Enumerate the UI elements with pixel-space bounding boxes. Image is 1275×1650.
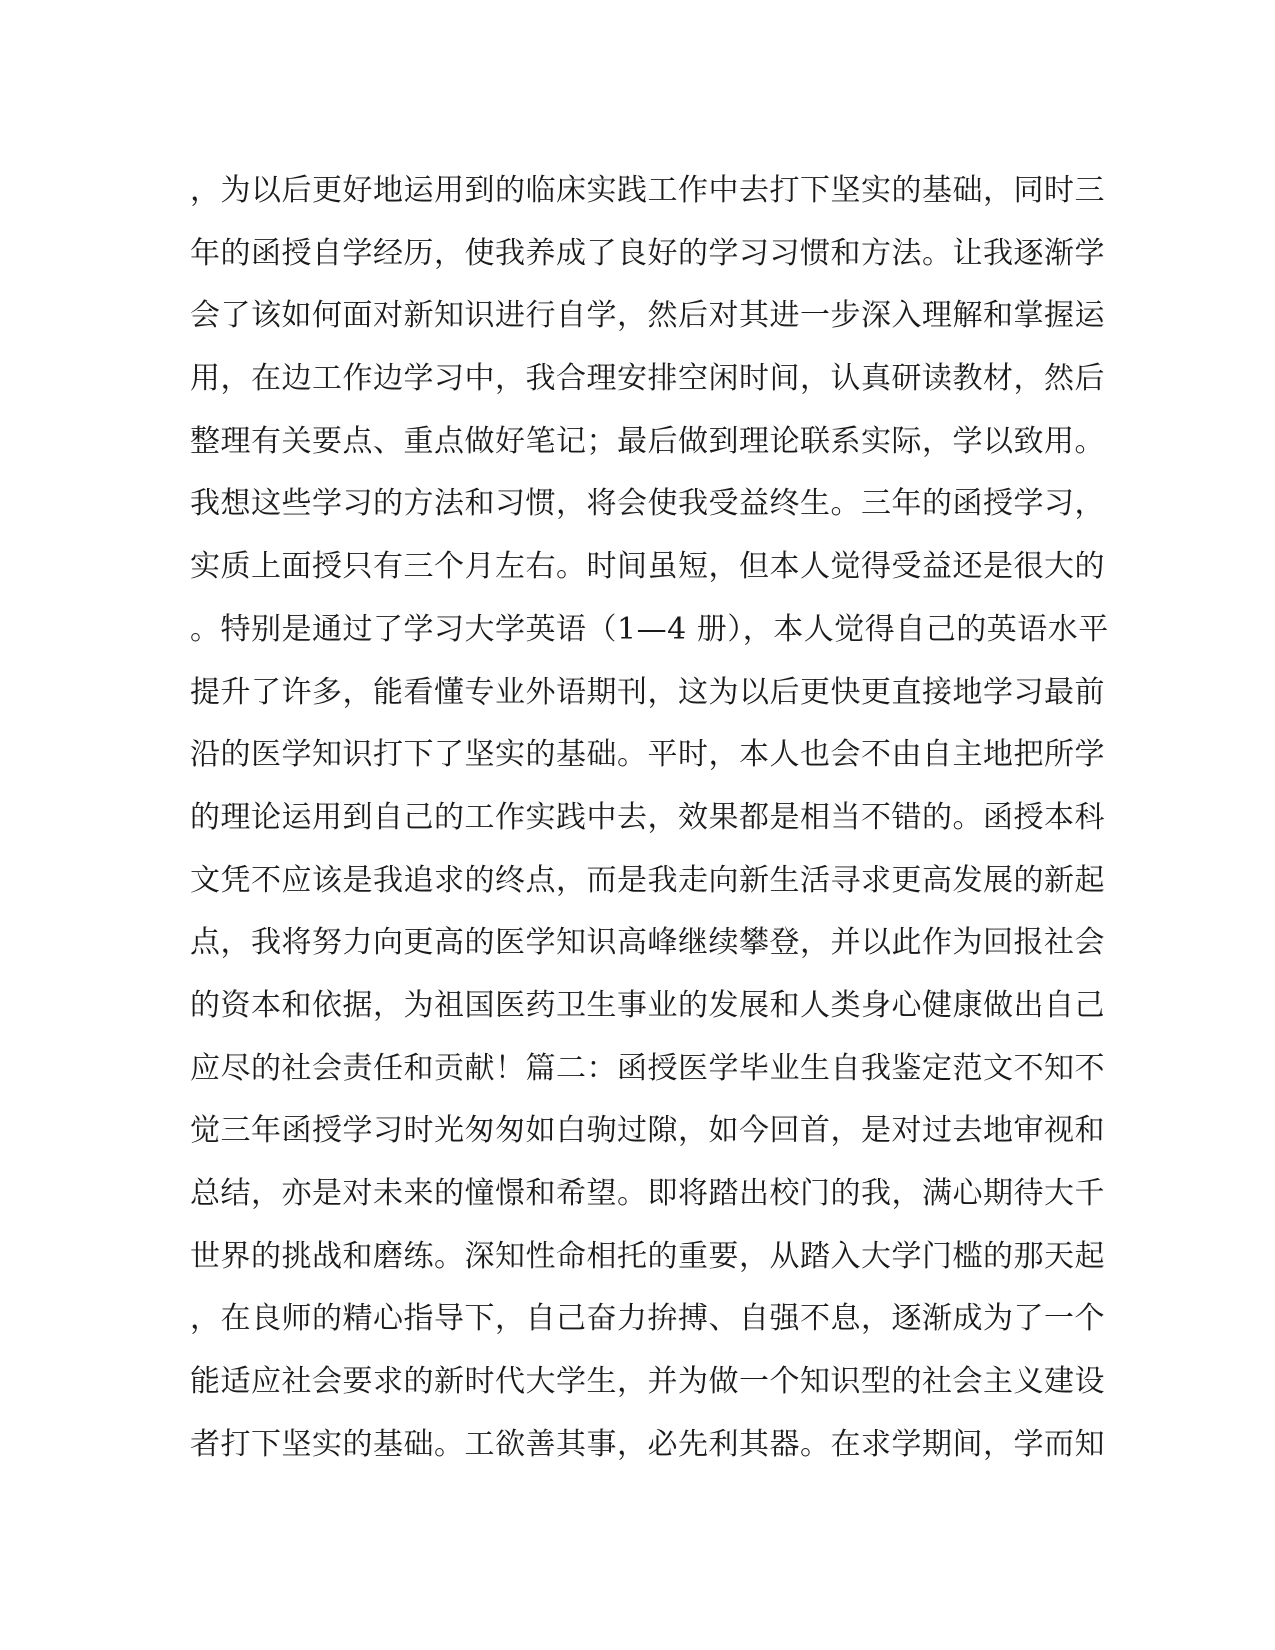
- text-line: 提升了许多，能看懂专业外语期刊，这为以后更快更直接地学习最前: [190, 674, 1105, 710]
- text-line: 点，我将努力向更高的医学知识高峰继续攀登，并以此作为回报社会: [190, 925, 1105, 961]
- text-line: 总结，亦是对未来的憧憬和希望。即将踏出校门的我，满心期待大千: [190, 1176, 1105, 1211]
- text-line: 世界的挑战和磨练。深知性命相托的重要，从踏入大学门槛的那天起: [190, 1238, 1105, 1274]
- text-line: 者打下坚实的基础。工欲善其事，必先利其器。在求学期间，学而知: [190, 1426, 1105, 1462]
- text-line: 整理有关要点、重点做好笔记；最后做到理论联系实际，学以致用。: [190, 423, 1105, 459]
- body-text: [190, 160, 1109, 1476]
- text-line: ，在良师的精心指导下，自己奋力拚搏、自强不息，逐渐成为了一个: [190, 1301, 1105, 1337]
- text-line: 文凭不应该是我追求的终点，而是我走向新生活寻求更高发展的新起: [190, 862, 1105, 898]
- text-line: 会了该如何面对新知识进行自学，然后对其进一步深入理解和掌握运: [190, 298, 1105, 334]
- text-line: 能适应社会要求的新时代大学生，并为做一个知识型的社会主义建设: [190, 1364, 1105, 1400]
- text-line: 我想这些学习的方法和习惯，将会使我受益终生。三年的函授学习，: [190, 486, 1105, 522]
- text-line: ，为以后更好地运用到的临床实践工作中去打下坚实的基础，同时三: [190, 173, 1105, 208]
- text-line: 用，在边工作边学习中，我合理安排空闲时间，认真研读教材，然后: [190, 361, 1105, 397]
- text-line: 。特别是通过了学习大学英语（1—4 册），本人觉得自己的英语水平: [190, 611, 1109, 647]
- text-line: 的资本和依据，为祖国医药卫生事业的发展和人类身心健康做出自己: [190, 987, 1105, 1023]
- text-line: 应尽的社会责任和贡献！篇二：函授医学毕业生自我鉴定范文不知不: [190, 1050, 1105, 1086]
- text-line: 沿的医学知识打下了坚实的基础。平时，本人也会不由自主地把所学: [190, 737, 1105, 773]
- text-line: 实质上面授只有三个月左右。时间虽短，但本人觉得受益还是很大的: [190, 549, 1105, 585]
- text-line: 年的函授自学经历，使我养成了良好的学习习惯和方法。让我逐渐学: [190, 235, 1105, 271]
- text-line: 的理论运用到自己的工作实践中去，效果都是相当不错的。函授本科: [190, 799, 1105, 835]
- text-line: 觉三年函授学习时光匆匆如白驹过隙，如今回首，是对过去地审视和: [190, 1113, 1105, 1149]
